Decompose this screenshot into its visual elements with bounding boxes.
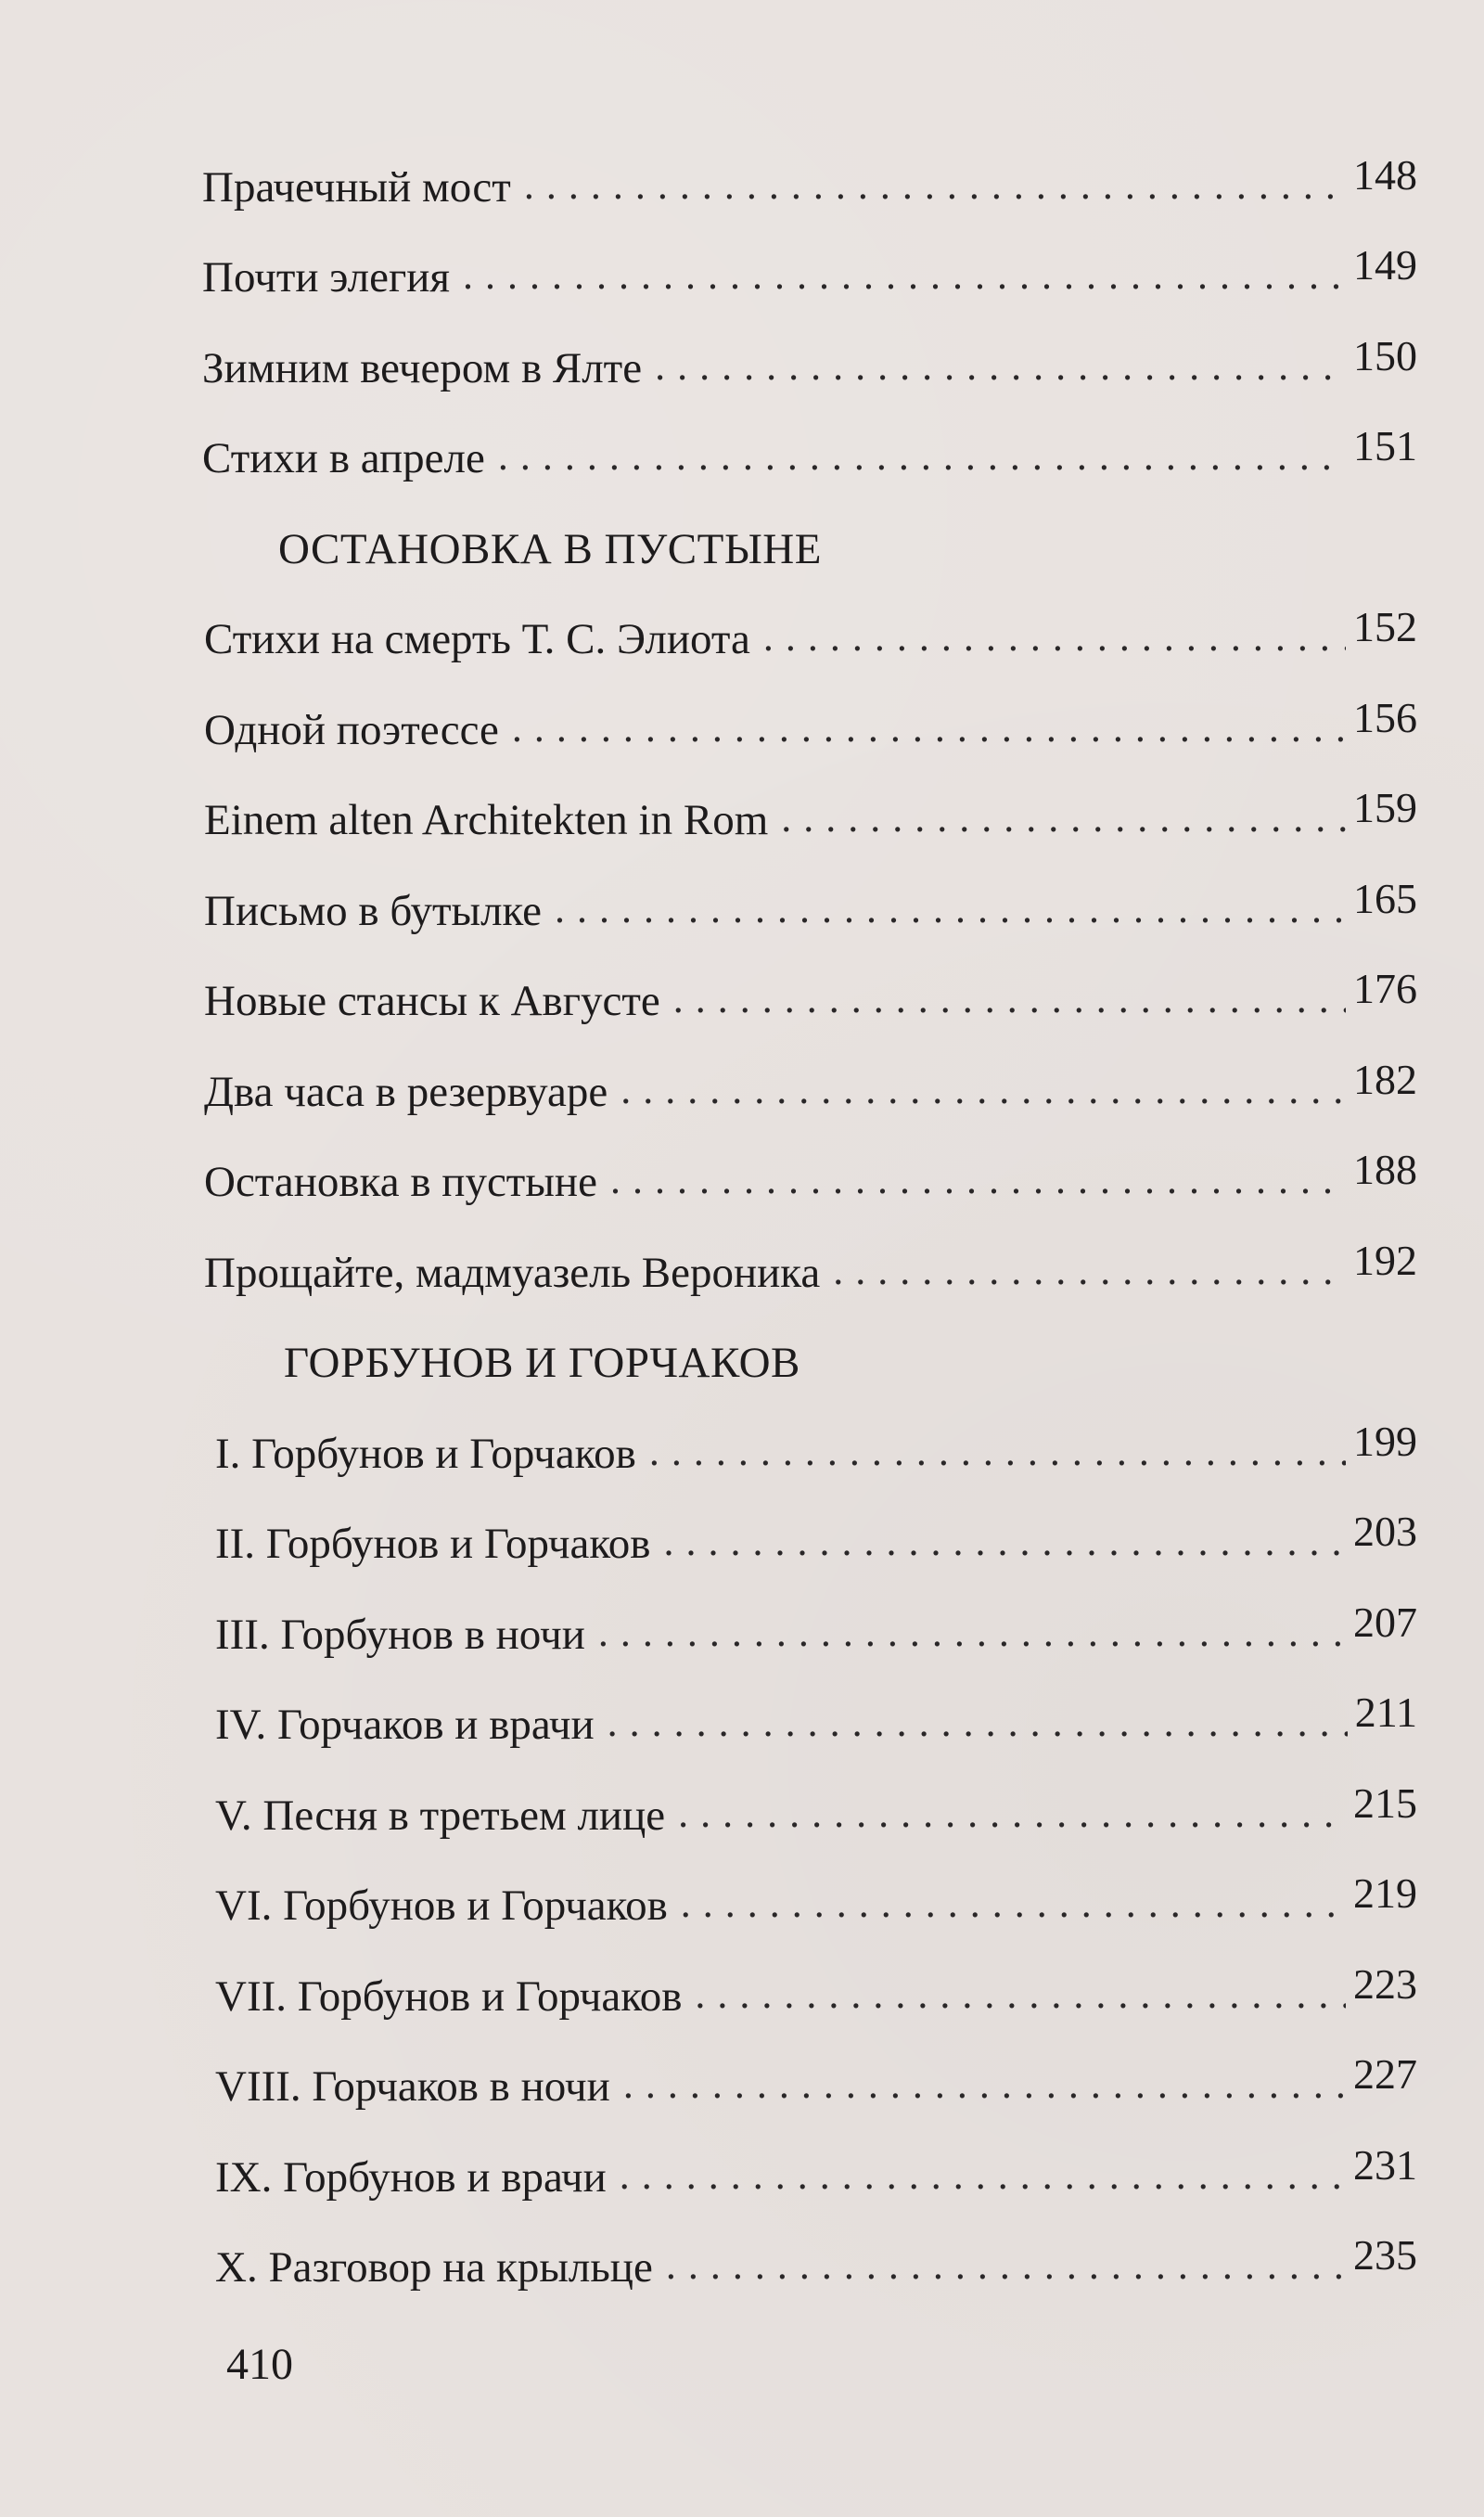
toc-entry: [202, 2019, 1417, 2110]
toc-entry: [202, 2200, 1417, 2291]
toc-entry: [202, 1657, 1417, 1748]
toc-entry: [202, 752, 1417, 843]
toc-entry-title: Одной поэтессе: [204, 705, 499, 754]
toc-entry: [202, 1114, 1417, 1205]
toc-entry: [202, 571, 1417, 662]
toc-entry: [202, 1476, 1417, 1567]
toc-entry: [202, 933, 1417, 1024]
dot-leader: [681, 1883, 1346, 1924]
toc-entry-page: 176: [1353, 965, 1417, 1012]
toc-entry: [202, 1385, 1417, 1476]
toc-entry-page: 182: [1353, 1055, 1417, 1103]
toc-entry-title: Стихи на смерть Т. С. Элиота: [204, 615, 750, 663]
toc-entry: [202, 119, 1417, 210]
toc-intro-entries: [202, 119, 1417, 481]
toc-entry: [202, 1747, 1417, 1838]
toc-entry-title: Прощайте, мадмуазель Вероника: [204, 1248, 821, 1297]
dot-leader: [663, 1522, 1346, 1562]
toc-entry-page: 192: [1353, 1236, 1417, 1284]
toc-entry-page: 235: [1353, 2231, 1417, 2279]
toc-entry: [202, 2109, 1417, 2200]
toc-section: [202, 1295, 1417, 2291]
toc-entry-title: II. Горбунов и Горчаков: [215, 1520, 651, 1568]
toc-entry-title: IV. Горчаков и врачи: [215, 1701, 595, 1749]
toc-entry: [202, 1204, 1417, 1295]
toc-entry: [202, 391, 1417, 482]
dot-leader: [763, 617, 1346, 658]
toc-entry-title: Прачечный мост: [202, 162, 511, 212]
dot-leader: [781, 798, 1346, 839]
dot-leader: [673, 979, 1346, 1020]
toc-entry-page: 231: [1353, 2140, 1417, 2189]
toc-entry: [202, 210, 1417, 301]
toc-entry-title: Два часа в резервуаре: [204, 1067, 608, 1116]
toc-entry-title: X. Разговор на крыльце: [215, 2243, 653, 2292]
toc-entry-page: 199: [1353, 1417, 1417, 1465]
dot-leader: [666, 2245, 1346, 2286]
dot-leader: [623, 2064, 1346, 2105]
toc-entry-page: 215: [1353, 1779, 1417, 1827]
toc-entry-page: 207: [1353, 1598, 1417, 1646]
toc-entry-title: VII. Горбунов и Горчаков: [215, 1971, 683, 2021]
table-of-contents: [202, 119, 1417, 2290]
toc-entry-title: Письмо в бутылке: [204, 886, 543, 935]
section-heading: ГОРБУНОВ И ГОРЧАКОВ: [284, 1339, 800, 1387]
toc-entry-page: 148: [1353, 150, 1417, 199]
page-number: 410: [226, 2340, 293, 2389]
dot-leader: [555, 889, 1346, 930]
dot-leader: [678, 1793, 1346, 1834]
toc-entry-page: 151: [1353, 422, 1417, 469]
toc-entry-page: 227: [1353, 2050, 1417, 2098]
toc-entry-page: 188: [1353, 1146, 1417, 1193]
dot-leader: [649, 1432, 1346, 1472]
toc-entry-page: 211: [1354, 1689, 1417, 1736]
toc-entry: [202, 1566, 1417, 1657]
toc-entry-title: III. Горбунов в ночи: [215, 1610, 585, 1659]
dot-leader: [463, 255, 1346, 296]
toc-entry-title: Зимним вечером в Ялте: [202, 343, 643, 392]
toc-entry-title: VIII. Горчаков в ночи: [215, 2062, 610, 2111]
dot-leader: [620, 1070, 1346, 1111]
toc-entry-title: Стихи в апреле: [202, 434, 485, 482]
toc-section: [202, 481, 1417, 1295]
toc-entry-title: I. Горбунов и Горчаков: [215, 1429, 636, 1478]
toc-entry-title: V. Песня в третьем лице: [215, 1791, 666, 1840]
toc-entry-page: 159: [1353, 784, 1417, 831]
toc-entry-page: 223: [1353, 1959, 1417, 2008]
toc-entry-title: VI. Горбунов и Горчаков: [215, 1881, 668, 1930]
toc-entry-page: 219: [1353, 1869, 1417, 1917]
dot-leader: [620, 2155, 1346, 2196]
toc-entry-page: 165: [1353, 874, 1417, 922]
dot-leader: [833, 1251, 1346, 1291]
toc-entry-page: 149: [1353, 241, 1417, 289]
toc-entry: [202, 1023, 1417, 1114]
toc-entry-title: Остановка в пустыне: [204, 1158, 597, 1206]
dot-leader: [598, 1612, 1346, 1653]
toc-entry-title: Почти элегия: [202, 253, 450, 302]
dot-leader: [498, 436, 1346, 477]
toc-entry-page: 203: [1353, 1508, 1417, 1555]
dot-leader: [512, 708, 1346, 749]
toc-entry-page: 152: [1353, 603, 1417, 650]
toc-entry-page: 156: [1353, 693, 1417, 741]
dot-leader: [608, 1702, 1348, 1743]
dot-leader: [695, 1974, 1346, 2015]
toc-entry-title: IX. Горбунов и врачи: [215, 2152, 607, 2202]
toc-entry-page: 150: [1353, 331, 1417, 379]
toc-entry: [202, 300, 1417, 391]
dot-leader: [610, 1160, 1346, 1201]
toc-entry-title: Einem alten Architekten in Rom: [204, 796, 769, 844]
toc-entry: [202, 661, 1417, 752]
dot-leader: [524, 165, 1346, 206]
toc-entry: [202, 842, 1417, 933]
toc-entry: [202, 1838, 1417, 1929]
section-heading: ОСТАНОВКА В ПУСТЫНЕ: [278, 524, 822, 573]
toc-entry-title: Новые стансы к Августе: [204, 977, 660, 1025]
dot-leader: [655, 346, 1346, 387]
toc-entry: [202, 1928, 1417, 2019]
